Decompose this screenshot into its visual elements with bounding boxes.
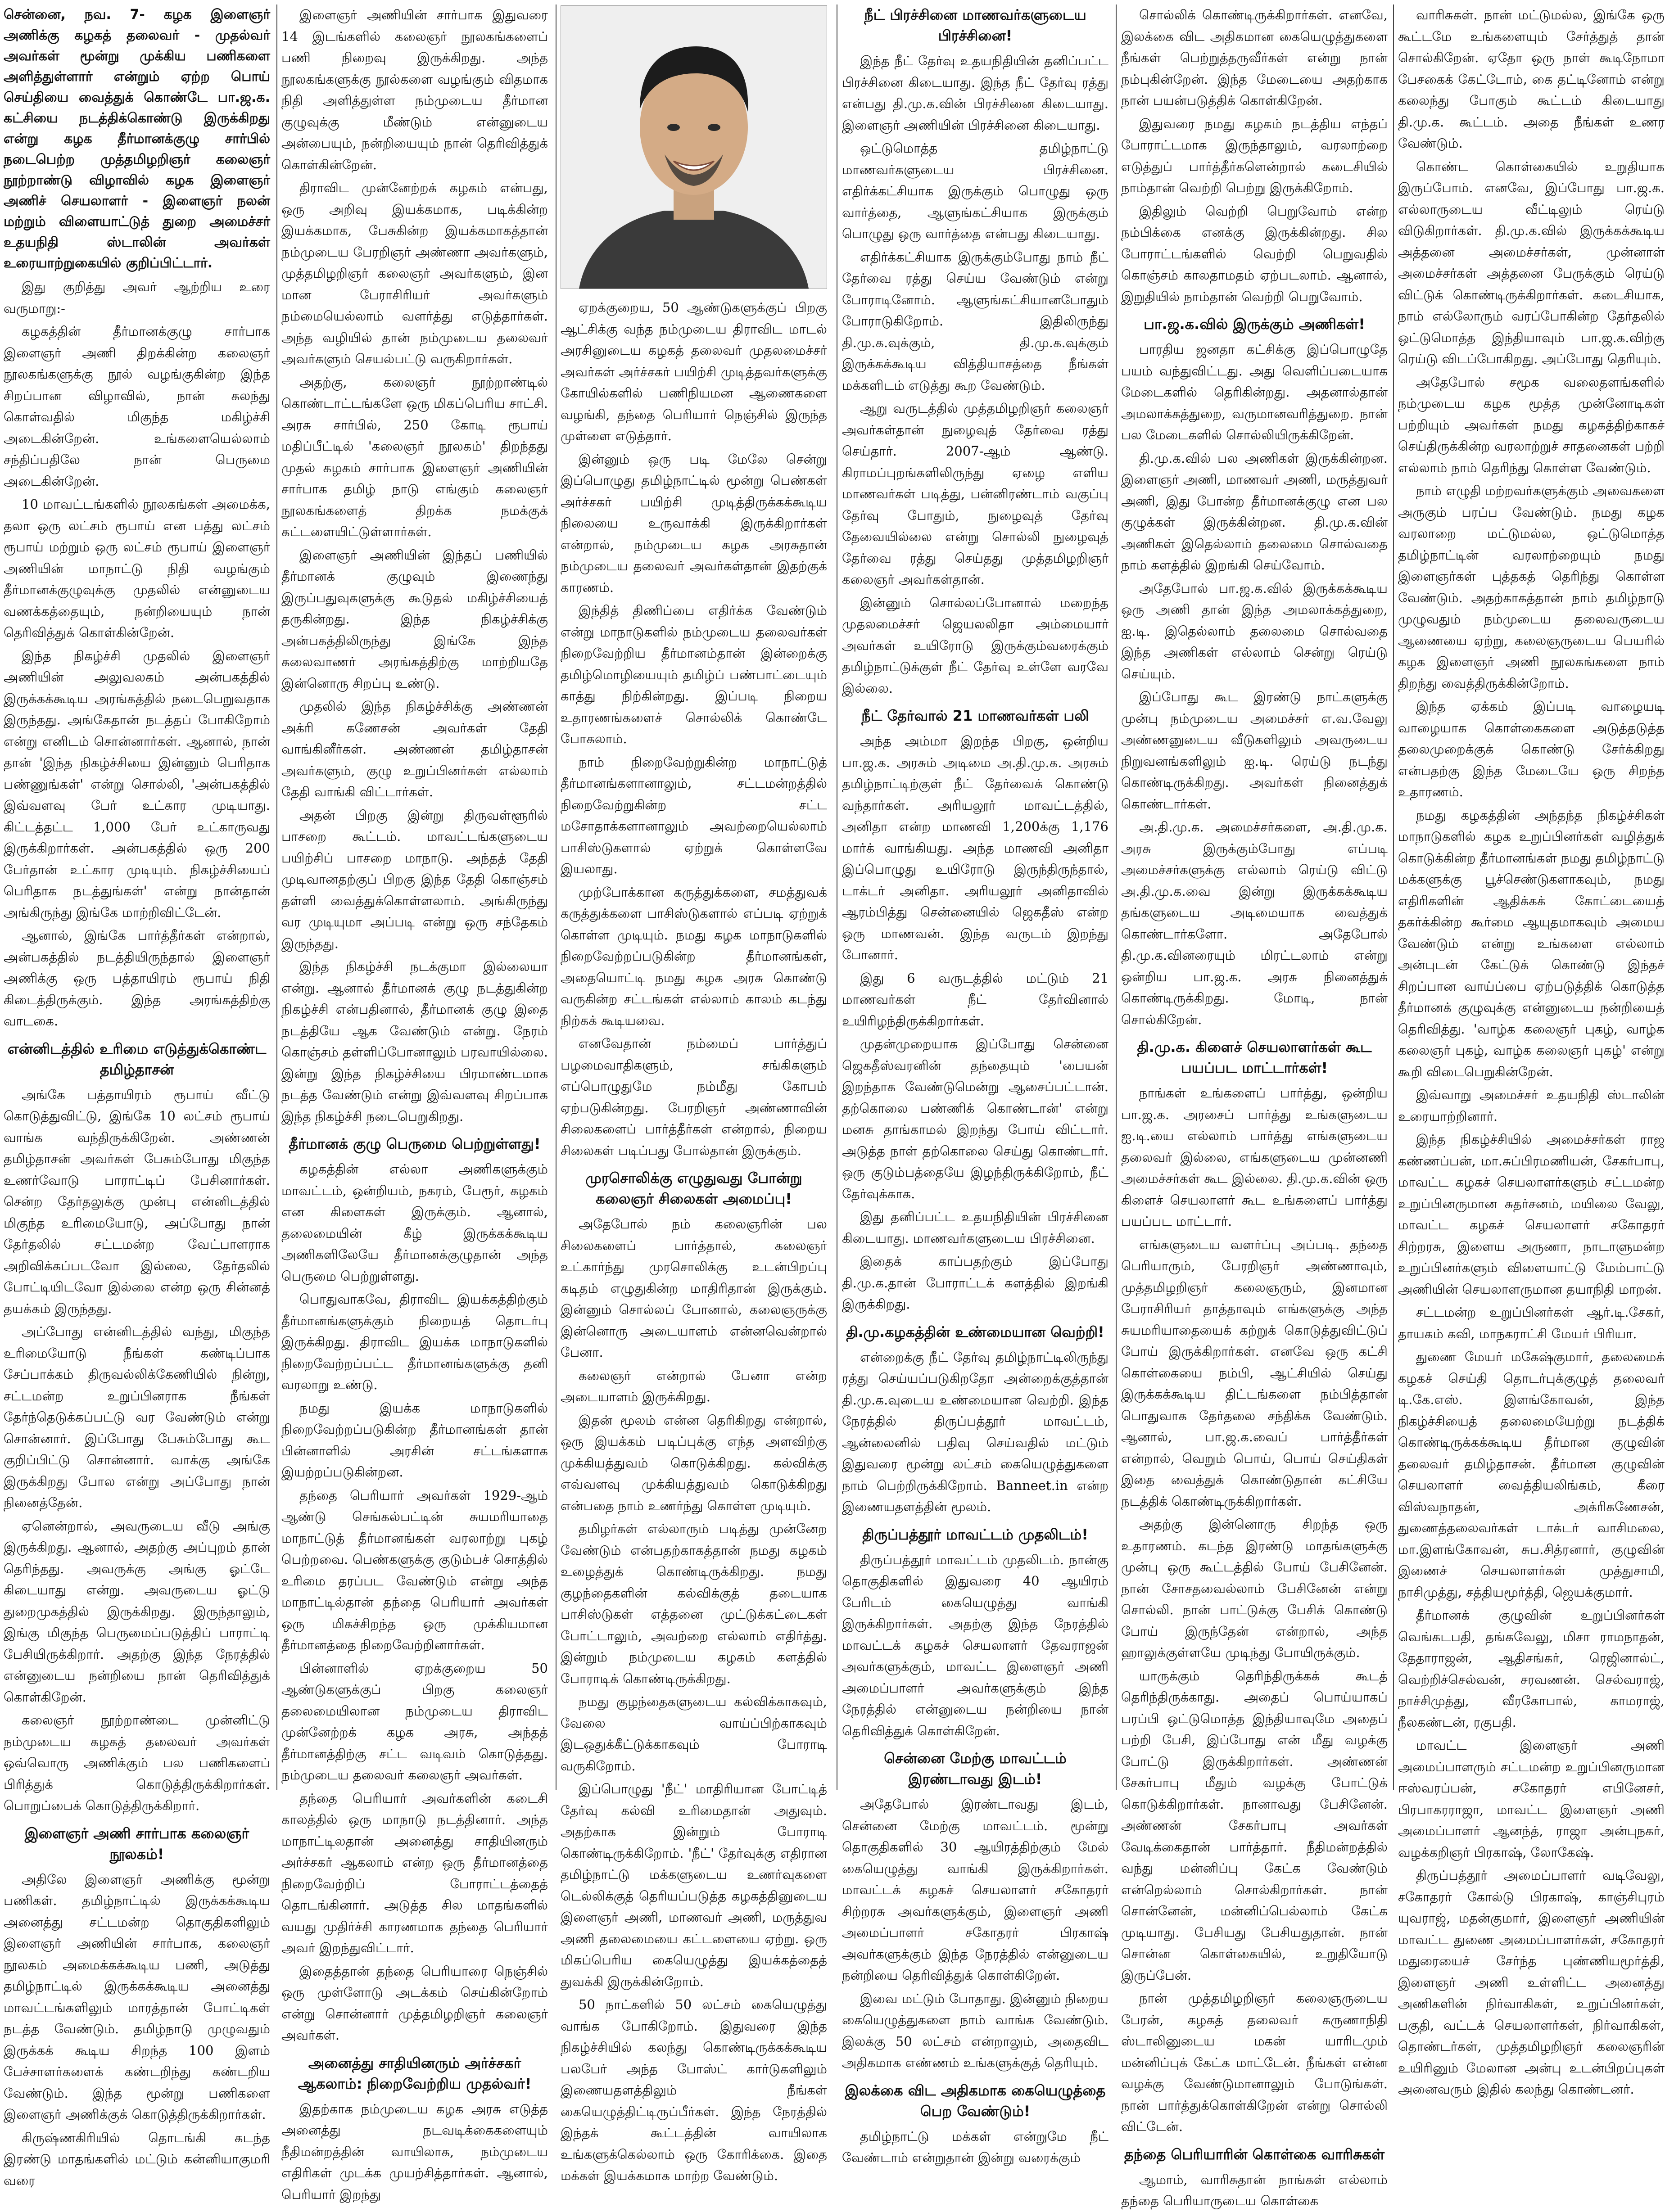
paragraph: அப்போது என்னிடத்தில் வந்து, மிகுந்த உரிமையோடு நீங்கள் கண்டிப்பாக சேப்பாக்கம் திருவல்லிக்கேணியில் நின்று, சட்டமன்ற உறுப்பினராக நீங்கள் தேர்ந்தெடுக்கப்பட்டு வர வேண்டும் என்று சொன்னார். இப்போது பேசும்போது கூட குறிப்பிட்டு சொன்னார். வாக்கு அங்கே இருக்கிறது போல என்று அப்போது நான் நினைத்தேன்.: [4, 1324, 270, 1510]
subheading: இலக்கை விட அதிகமாக கையெழுத்தை பெற வேண்டும்!: [845, 2081, 1106, 2120]
column-rule: [276, 5, 277, 1790]
paragraph: இன்னும் ஒரு படி மேலே சென்று இப்பொழுது தமிழ்நாட்டில் மூன்று பெண்கள் அர்ச்சகர் பயிற்சி முடித்திருக்கக்கூடிய நிலையை உருவாக்கி இருக்கிறார்கள் என்றால், நம்முடைய கழக அரசுதான் நம்முடைய தலைவர் அவர்கள்தான் இதற்குக் காரணம்.: [561, 451, 827, 595]
paragraph: நாங்கள் உங்களைப் பார்த்து, ஒன்றிய பா.ஜ.க. அரசைப் பார்த்து உங்களுடைய ஐ.டி.யை எல்லாம் பார்த்து எங்களுடைய தலைவர் இல்லை, எங்களுடைய முன்னணி அமைச்சர்கள் கூட இல்லை. தி.மு.க.வின் ஒரு கிளைச் செயலாளர் கூட உங்களைப் பார்த்து பயப்பட மாட்டார்.: [1121, 1085, 1388, 1229]
paragraph: 10 மாவட்டங்களில் நூலகங்கள் அமைக்க, தலா ஒரு லட்சம் ரூபாய் என பத்து லட்சம் ரூபாய் மற்றும் ஒரு லட்சம் ரூபாய் இளைஞர் அணியின் மாநாட்டு நிதி வழங்கும் தீர்மானக்குழுவுக்கு முதலில் என்னுடைய வணக்கத்தையும், நன்றியையும் நான் தெரிவித்துக் கொள்கின்றேன்.: [4, 497, 270, 640]
paragraph: சட்டமன்ற உறுப்பினர்கள் ஆர்.டி.சேகர், தாயகம் கவி, மாநகராட்சி மேயர் பிரியா.: [1398, 1305, 1665, 1341]
paragraph: இன்னும் சொல்லப்போனால் மறைந்த முதலமைச்சர் ஜெயலலிதா அம்மையார் அவர்கள் உயிரோடு இருக்கும்வரைக்கும் தமிழ்நாட்டுக்குள் நீட் தேர்வு உள்ளே வரவே இல்லை.: [842, 595, 1108, 696]
paragraph: ஒட்டுமொத்த தமிழ்நாட்டு மாணவர்களுடைய பிரச்சினை. எதிர்க்கட்சியாக இருக்கும் பொழுது ஒரு வார்த்தை, ஆளுங்கட்சியாக இருக்கும் பொழுது ஒரு வார்த்தை என்பது கிடையாது.: [842, 140, 1108, 241]
portrait-illustration: [561, 6, 827, 289]
paragraph: இதைக் காப்பதற்கும் இப்போது தி.மு.க.தான் போராட்டக் களத்தில் இறங்கி இருக்கிறது.: [842, 1254, 1108, 1312]
column-3: [561, 297, 827, 2183]
paragraph: இதைத்தான் தந்தை பெரியாரை நெஞ்சில் ஒரு முள்ளோடு அடக்கம் செய்கின்றோம் என்று சொன்னார் முத்தமிழறிஞர் கலைஞர் அவர்கள்.: [281, 1963, 548, 2043]
paragraph: பின்னாளில் ஏறக்குறைய 50 ஆண்டுகளுக்குப் பிறகு கலைஞர் தலைமையிலான நம்முடைய திராவிட முன்னேற்றக் கழக அரசு, அந்தத் தீர்மானத்திற்கு சட்ட வடிவம் கொடுத்தது. நம்முடைய தலைவர் கலைஞர் அவர்கள்.: [281, 1660, 548, 1783]
paragraph: தீர்மானக் குழுவின் உறுப்பினர்கள் வெங்கடபதி, தங்கவேலு, மிசா ராமநாதன், தேதாராஜன், ஆதிசங்கர், ரெஜினால்ட், வெற்றிச்செல்வன், சரவணன். செல்வராஜ், நாச்சிமுத்து, வீரகோபால், காமராஜ், நீலகண்டன், ரகுபதி.: [1398, 1607, 1665, 1730]
subheading: பா.ஜ.க.வில் இருக்கும் அணிகள்!: [1144, 316, 1365, 333]
paragraph: முதன்முறையாக இப்போது சென்னை ஜெகதீஸ்வரனின் தந்தையும் 'பையன் இறந்தாக வேண்டுமென்று ஆசைப்பட்டான். தற்கொலை பண்ணிக் கொண்டான்' என்று மனசு தாங்காமல் இறந்து போய் விட்டார். அடுத்த நாள் தற்கொலை செய்து கொண்டார். ஒரு குடும்பத்தையே இழந்திருக்கிறோம், நீட் தேர்வுக்காக.: [842, 1036, 1108, 1201]
paragraph: இது தனிப்பட்ட உதயநிதியின் பிரச்சினை கிடையாது. மாணவர்களுடைய பிரச்சினை.: [842, 1209, 1108, 1246]
paragraph: நமது கழகத்தின் அந்தந்த நிகழ்ச்சிகள் மாநாடுகளில் கழக உறுப்பினர்கள் வழித்துக் கொடுக்கின்ற தீர்மானங்கள் நமது தமிழ்நாட்டு மக்களுக்கு பூச்செண்டுகளாகவும், நமது எதிரிகளின் ஆதிக்கக் கோட்டையைத் தகர்க்கின்ற கூர்மை ஆயுதமாகவும் அமைய வேண்டும் என்று உங்களை எல்லாம் அன்புடன் கேட்டுக் கொண்டு இந்தச் சிறப்பான வாய்ப்பை ஏற்படுத்திக் கொடுத்த தீர்மானக் குழுவுக்கு என்னுடைய நன்றியைத் தெரிவித்து. 'வாழ்க கலைஞர் புகழ், வாழ்க கலைஞர் புகழ், வாழ்க கலைஞர் புகழ்' என்று கூறி விடைபெறுகின்றேன்.: [1398, 807, 1665, 1079]
subheading: அனைத்து சாதியினரும் அர்ச்சகர் ஆகலாம்: நிறைவேற்றிய முதல்வர்!: [298, 2054, 532, 2092]
paragraph: பாரதிய ஜனதா கட்சிக்கு இப்பொழுதே பயம் வந்துவிட்டது. அது வெளிப்படையாக மேடைகளில் தெரிகின்றது. அதனால்தான் அமலாக்கத்துறை, வருமானவரித்துறை. நான் பல மேடைகளில் சொல்லியிருக்கிறேன்.: [1121, 342, 1388, 442]
column-6: [1398, 5, 1665, 2097]
paragraph: நான் முத்தமிழறிஞர் கலைஞருடைய பேரன், கழகத் தலைவர் கருணாநிதி ஸ்டாலினுடைய மகன் யாரிடமும் மன்னிப்புக் கேட்க மாட்டேன். நீங்கள் என்ன வழக்கு வேண்டுமானாலும் போடுங்கள். நான் பார்த்துக்கொள்கிறேன் என்று சொல்லி விட்டேன்.: [1121, 1991, 1388, 2134]
paragraph: ஆறு வருடத்தில் முத்தமிழறிஞர் கலைஞர் அவர்கள்தான் நுழைவுத் தேர்வை ரத்து செய்தார். 2007-ஆம் ஆண்டு. கிராமப்புறங்களிலிருந்து ஏழை எளிய மாணவர்கள் படித்து, பன்னிரண்டாம் வகுப்பு தேர்வு போதும், நுழைவுத் தேர்வு தேவையில்லை என்று சொல்லி நுழைவுத் தேர்வை ரத்து செய்தது முத்தமிழறிஞர் கலைஞர் அவர்கள்தான்.: [842, 401, 1108, 587]
subheading: தீர்மானக் குழு பெருமை பெற்றுள்ளது!: [289, 1135, 541, 1152]
subheading: என்னிடத்தில் உரிமை எடுத்துக்கொண்ட தமிழ்தாசன்: [7, 1040, 267, 1078]
subheading: நீட் பிரச்சினை மாணவர்களுடைய பிரச்சினை!: [864, 6, 1086, 44]
paragraph: இதற்காக நம்முடைய கழக அரசு எடுத்த அனைத்து நடவடிக்கைகளையும் நீதிமன்றத்தின் வாயிலாக, நம்முடைய எதிரிகள் முடக்க முயற்சித்தார்கள். ஆனால், பெரியார் இறந்து: [281, 2101, 548, 2202]
paragraph: இந்த நிகழ்ச்சி முதலில் இளைஞர் அணியின் அலுவலகம் அன்பகத்தில் இருக்கக்கூடிய அரங்கத்தில் நடைபெறுவதாக இருந்தது. அங்கேதான் நடத்தப் போகிறோம் என்று எனிடம் சொன்னார்கள். ஆனால், நான் தான் 'இந்த நிகழ்ச்சியை இன்னும் பெரிதாக பண்ணுங்கள்' என்று சொல்லி, 'அன்பகத்தில் இவ்வளவு பேர் உட்கார முடியாது. கிட்டத்தட்ட 1,000 பேர் உட்காருவது இருக்கிறார்கள். அன்பகத்தில் ஒரு 200 பேர்தான் உட்கார முடியும். நிகழ்ச்சியைப் பெரிதாக நடத்துங்கள்' என்று நான்தான் அங்கிருந்து இங்கே மாற்றிவிட்டேன்.: [4, 648, 270, 920]
paragraph: கழகத்தின் தீர்மானக்குழு சார்பாக இளைஞர் அணி திறக்கின்ற கலைஞர் நூலகங்களுக்கு நூல் வழங்குகின்ற இந்த சிறப்பான விழாவில், நான் கலந்து கொள்வதில் மிகுந்த மகிழ்ச்சி அடைகின்றேன். உங்களையெல்லாம் சந்திப்பதிலே நான் பெருமை அடைகின்றேன்.: [4, 324, 270, 489]
paragraph: இப்பொழுது 'நீட்' மாதிரியான போட்டித் தேர்வு கல்வி உரிமைதான் அதுவும். அதற்காக இன்றும் போராடி கொண்டிருக்கிறோம். 'நீட்' தேர்வுக்கு எதிரான தமிழ்நாட்டு மக்களுடைய உணர்வுகளை டெல்லிக்குத் தெரியப்படுத்த கழகத்தினுடைய இளைஞர் அணி, மாணவர் அணி, மருத்துவ அணி தலைமையை கட்டளையை ஏற்று. ஒரு மிகப்பெரிய கையெழுத்து இயக்கத்தைத் துவக்கி இருக்கின்றோம்.: [561, 1781, 827, 1989]
paragraph: ஏனென்றால், அவருடைய வீடு அங்கு இருக்கிறது. ஆனால், அதற்கு அப்புறம் தான் தெரிந்தது. அவருக்கு அங்கு ஓட்டே கிடையாது என்று. அவருடைய ஓட்டு துறைமுகத்தில் இருக்கிறது. இருந்தாலும், இங்கு மிகுந்த பெருமைப்படுத்திப் பாராட்டி பேசியிருக்கிறார். அதற்கு இந்த நேரத்தில் என்னுடைய நன்றியை நான் தெரிவித்துக் கொள்கிறேன்.: [4, 1518, 270, 1705]
paragraph: கலைஞர் நூற்றாண்டை முன்னிட்டு நம்முடைய கழகத் தலைவர் அவர்கள் ஒவ்வொரு அணிக்கும் பல பணிகளைப் பிரித்துக் கொடுத்திருக்கிறார்கள். பொறுப்பைக் கொடுத்திருக்கிறார்.: [4, 1712, 270, 1813]
paragraph: கழகத்தின் எல்லா அணிகளுக்கும் மாவட்டம், ஒன்றியம், நகரம், பேரூர், கழகம் என கிளைகள் இருக்கும். ஆனால், தலைமையின் கீழ் இருக்கக்கூடிய அணிகளிலேயே தீர்மானக்குழுதான் அந்த பெருமை பெற்றுள்ளது.: [281, 1161, 548, 1284]
paragraph: இந்தித் திணிப்பை எதிர்க்க வேண்டும் என்று மாநாடுகளில் நம்முடைய தலைவர்கள் நிறைவேற்றிய தீர்மானம்தான் இன்றைக்கு தமிழ்மொழியையும் தமிழ்ப் பண்பாட்டையும் காத்து நிற்கின்றது. இப்படி நிறைய உதாரணங்களைச் சொல்லிக் கொண்டே போகலாம்.: [561, 603, 827, 746]
paragraph: தமிழ்நாட்டு மக்கள் என்றுமே நீட் வேண்டாம் என்றுதான் இன்று வரைக்கும்: [842, 2128, 1108, 2165]
column-rule: [1393, 5, 1394, 1790]
paragraph: இவை மட்டும் போதாது. இன்னும் நிறைய கையெழுத்துகளை நாம் வாங்க வேண்டும். இலக்கு 50 லட்சம் என்றாலும், அதைவிட அதிகமாக எண்ணம் உங்களுக்குத் தெரியும்.: [842, 1991, 1108, 2070]
paragraph: கிருஷ்ணகிரியில் தொடங்கி கடந்த இரண்டு மாதங்களில் மட்டும் கன்னியாகுமரி வரை: [4, 2130, 270, 2188]
paragraph: எங்களுடைய வளர்ப்பு அப்படி. தந்தை பெரியாரும், பேரறிஞர் அண்ணாவும், முத்தமிழறிஞர் கலைஞரும், இனமான பேராசிரியர் தாத்தாவும் எங்களுக்கு அந்த சுயமரியாதையைக் கற்றுக் கொடுத்துவிட்டுப் போய் இருக்கிறார்கள். எனவே ஒரு கட்சி கொள்கையை நம்பி, ஆட்சியில் செய்து இருக்கக்கூடிய திட்டங்களை நம்பித்தான் பொதுவாக தேர்தலை சந்திக்க வேண்டும். ஆனால், பா.ஜ.க.வைப் பார்த்தீர்கள் என்றால், வெறும் பொய், பொய் செய்திகள் இதை வைத்துக் கொண்டுதான் கட்சியே நடத்திக் கொண்டிருக்கிறார்கள்.: [1121, 1237, 1388, 1509]
paragraph: அதற்கு இன்னொரு சிறந்த ஒரு உதாரணம். கடந்த இரண்டு மாதங்களுக்கு முன்பு ஒரு கூட்டத்தில் போய் பேசினேன். நான் சோசதவைல்லாம் பேசினேன் என்று சொல்லி. நான் பாட்டுக்கு பேசிக் கொண்டு போய் இருந்தேன் என்றால், அந்த ஹாலுக்குள்ளயே முடிந்து போயிருக்கும்.: [1121, 1517, 1388, 1660]
subheading: முரசொலிக்கு எழுதுவது போன்று கலைஞர் சிலைகள் அமைப்பு!: [585, 1169, 802, 1207]
paragraph: ஆனால், இங்கே பார்த்தீர்கள் என்றால், அன்பகத்தில் நடத்தியிருந்தால் இளைஞர் அணிக்கு ஒரு பத்தாயிரம் ரூபாய் நிதி கிடைத்திருக்கும். இந்த அரங்கத்திற்கு வாடகை.: [4, 928, 270, 1029]
paragraph: இதன் மூலம் என்ன தெரிகிறது என்றால், ஒரு இயக்கம் படிப்புக்கு எந்த அளவிற்கு முக்கியத்துவம் கொடுக்கிறது. கல்விக்கு எவ்வளவு முக்கியத்துவம் கொடுக்கிறது என்பதை நாம் உணர்ந்து கொள்ள முடியும்.: [561, 1412, 827, 1513]
paragraph: துணை மேயர் மகேஷ்குமார், தலைமைக் கழகச் செய்தி தொடர்புக்குழுத் தலைவர் டி.கே.எஸ். இளங்கோவன், இந்த நிகழ்ச்சியைத் தலைமையேற்று நடத்திக் கொண்டிருக்கக்கூடிய தீர்மான குழுவின் தலைவர் தமிழ்தாசன். தீர்மான குழுவின் செயலாளர் வைத்தியலிங்கம், கீரை விஸ்வநாதன், அக்ரிகணேசன், துணைத்தலைவர்கள் டாக்டர் வாசிமலை, மா.இளங்கோவன், சுப.சித்ரனார், குழுவின் இணைச் செயலாளர்கள் முத்துசாமி, நாசிமுத்து, சத்தியமூர்த்தி, ஜெயக்குமார்.: [1398, 1349, 1665, 1600]
paragraph: பொதுவாகவே, திராவிட இயக்கத்திற்கும் தீர்மானங்களுக்கும் நிறையத் தொடர்பு இருக்கிறது. திராவிட இயக்க மாநாடுகளில் நிறைவேற்றப்பட்ட தீர்மானங்களுக்கு தனி வரலாறு உண்டு.: [281, 1291, 548, 1392]
subheading: நீட் தேர்வால் 21 மாணவர்கள் பலி: [861, 707, 1089, 724]
paragraph: இந்த ஏக்கம் இப்படி வாழையடி வாழையாக கொள்கைகளை அடுத்தடுத்த தலைமுறைக்குக் கொண்டு சேர்க்கிறது என்பதற்கு இந்த மேடையே ஒரு சிறந்த உதாரணம்.: [1398, 699, 1665, 799]
paragraph: இந்த நீட் தேர்வு உதயநிதியின் தனிப்பட்ட பிரச்சினை கிடையாது. இந்த நீட் தேர்வு ரத்து என்பது தி.மு.க.வின் பிரச்சினை கிடையாது. இளைஞர் அணியின் பிரச்சினை கிடையாது.: [842, 53, 1108, 133]
subheading: தி.மு.க. கிளைச் செயலாளர்கள் கூட பயப்பட மாட்டார்கள்!: [1137, 1038, 1372, 1076]
paragraph: நாம் நிறைவேற்றுகின்ற மாநாட்டுத் தீர்மானங்களானாலும், சட்டமன்றத்தில் நிறைவேற்றுகின்ற சட்ட மசோதாக்களானாலும் அவற்றையெல்லாம் பாசிஸ்டுகளால் ஏற்றுக் கொள்ளவே இயலாது.: [561, 754, 827, 876]
paragraph: முதலில் இந்த நிகழ்ச்சிக்கு அண்ணன் அக்ரி கணேசன் அவர்கள் தேதி வாங்கினீர்கள். அண்ணன் தமிழ்தாசன் அவர்களும், குழு உறுப்பினர்கள் எல்லாம் தேதி வாங்கி விட்டார்கள்.: [281, 699, 548, 799]
paragraph: அதேபோல் சமூக வலைதளங்களில் நம்முடைய கழக மூத்த முன்னோடிகள் பற்றியும் அவர்கள் நமது கழகத்திற்காகச் செய்திருக்கின்ற வரலாற்றுச் சாதனைகள் பற்றி எல்லாம் நாம் தெரிந்து கொள்ள வேண்டும்.: [1398, 374, 1665, 475]
paragraph: முற்போக்கான கருத்துக்களை, சமத்துவக் கருத்துக்களை பாசிஸ்டுகளால் எப்படி ஏற்றுக் கொள்ள முடியும். நமது கழக மாநாடுகளில் நிறைவேற்றப்படுகின்ற தீர்மானங்கள், அதையொட்டி நமது கழக அரசு கொண்டு வருகின்ற சட்டங்கள் எல்லாம் காலம் கடந்து நிற்கக் கூடியவை.: [561, 884, 827, 1028]
paragraph: அங்கே பத்தாயிரம் ரூபாய் வீட்டு கொடுத்துவிட்டு, இங்கே 10 லட்சம் ரூபாய் வாங்க வந்திருக்கிறேன். அண்ணன் தமிழ்தாசன் அவர்கள் பேசும்போது மிகுந்த உணர்வோடு பாராட்டிப் பேசினார்கள். சென்ற தேர்தலுக்கு முன்பு என்னிடத்தில் மிகுந்த உரிமையோடு, அப்போது நான் தேர்தலில் சட்டமன்ற வேட்பாளராக அறிவிக்கப்படவோ இல்லை, தேர்தலில் போட்டியிடவோ இல்லை என்ற ஒரு சின்னத் தயக்கம் இருந்தது.: [4, 1087, 270, 1316]
paragraph: அதேபோல் பா.ஜ.க.வில் இருக்கக்கூடிய ஒரு அணி தான் இந்த அமலாக்கத்துறை, ஐ.டி. இதெல்லாம் தலைமை சொல்வதை இந்த அணிகள் எல்லாம் சென்று ரெய்டு செய்யும்.: [1121, 580, 1388, 682]
paragraph: கலைஞர் என்றால் பேனா என்ற அடையாளம் இருக்கிறது.: [561, 1368, 827, 1404]
paragraph: வாரிசுகள். நான் மட்டுமல்ல, இங்கே ஒரு கூட்டமே உங்களையும் சேர்த்துத் தான் சொல்கிறேன். ஏதோ ஒரு நாள் கூடிநோமா பேசகைக் கேட்டோம், கை தட்டினோம் என்று கலைந்து போகும் கூட்டம் கிடையாது தி.மு.க. கூட்டம். அதை நீங்கள் உணர வேண்டும்.: [1398, 7, 1665, 151]
column-5: [1121, 5, 1388, 2208]
paragraph: திருப்பத்தூர் மாவட்டம் முதலிடம். நான்கு தொகுதிகளில் இதுவரை 40 ஆயிரம் பேரிடம் கையெழுத்து வாங்கி இருக்கிறார்கள். அதற்கு இந்த நேரத்தில் மாவட்டக் கழகச் செயலாளர் தேவராஜன் அவர்களுக்கும், மாவட்ட இளைஞர் அணி அமைப்பாளர் அவர்களுக்கும் இந்த நேரத்தில் என்னுடைய நன்றியை நான் தெரிவித்துக் கொள்கிறேன்.: [842, 1552, 1108, 1738]
paragraph: ஏறக்குறைய, 50 ஆண்டுகளுக்குப் பிறகு ஆட்சிக்கு வந்த நம்முடைய திராவிட மாடல் அரசினுடைய கழகத் தலைவர் முதலமைச்சர் அவர்கள் அர்ச்சகர் பயிற்சி முடித்தவர்களுக்கு கோயில்களில் பணிநியமன ஆணைகளை வழங்கி, தந்தை பெரியார் நெஞ்சில் இருந்த முள்ளை எடுத்தார்.: [561, 300, 827, 443]
paragraph: அ.தி.மு.க. அமைச்சர்களை, அ.தி.மு.க. அரசு இருக்கும்போது எப்படி அமைச்சர்களுக்கு எல்லாம் ரெய்டு விட்டு அ.தி.மு.க.வை இன்று இருக்கக்கூடிய தங்களுடைய அடிமையாக வைத்துக் கொண்டார்களோ. அதேபோல் தி.மு.க.வினரையும் மிரட்டலாம் என்று ஒன்றிய பா.ஜ.க. அரசு நினைத்துக் கொண்டிருக்கிறது. மோடி, நான் சொல்கிறேன்.: [1121, 819, 1388, 1027]
portrait-photo: [561, 5, 827, 289]
paragraph: என்றைக்கு நீட் தேர்வு தமிழ்நாட்டிலிருந்து ரத்து செய்யப்படுகிறதோ அன்றைக்குத்தான் தி.மு.க.வுடைய உண்மையான வெற்றி. இந்த நேரத்தில் திருப்பத்தூர் மாவட்டம், ஆன்லைனில் பதிவு செய்வதில் மட்டும் இதுவரை மூன்று லட்சம் கையெழுத்துகளை நாம் பெற்றிருக்கிறோம். Banneet.in என்ற இணையதளத்தின் மூலம்.: [842, 1349, 1108, 1514]
subheading: திருப்பத்தூர் மாவட்டம் முதலிடம்!: [862, 1526, 1088, 1543]
column-rule: [556, 5, 557, 1790]
paragraph: நமது இயக்க மாநாடுகளில் நிறைவேற்றப்படுகின்ற தீர்மானங்கள் தான் பின்னாளில் அரசின் சட்டங்களாக இயற்றப்படுகின்றன.: [281, 1400, 548, 1480]
subheading: இளைஞர் அணி சார்பாக கலைஞர் நூலகம்!: [24, 1824, 249, 1863]
subheading: சென்னை மேற்கு மாவட்டம் இரண்டாவது இடம்!: [884, 1750, 1067, 1788]
paragraph: நாம் எழுதி மற்றவர்களுக்கும் அவைகளை அருகும் பரப்ப வேண்டும். நமது கழக வரலாறை மட்டுமல்ல, ஒட்டுமொத்த தமிழ்நாட்டின் வரலாற்றையும் நமது இளைஞர்கள் புத்தகத் தெரிந்து கொள்ள வேண்டும். அதற்காகத்தான் நாம் தமிழ்நாடு முழுவதும் நம்முடைய தலைவருடைய ஆணையை ஏற்று, கலைஞருடைய பெயரில் கழக இளைஞர் அணி நூலகங்களை நாம் திறந்து வைத்திருக்கின்றோம்.: [1398, 483, 1665, 691]
paragraph: இது 6 வருடத்தில் மட்டும் 21 மாணவர்கள் நீட் தேர்வினால் உயிரிழந்திருக்கிறார்கள்.: [842, 970, 1108, 1029]
paragraph: தந்தை பெரியார் அவர்களின் கடைசி காலத்தில் ஒரு மாநாடு நடத்தினார். அந்த மாநாட்டிலதான் அனைத்து சாதியினரும் அர்ச்சகர் ஆகலாம் என்ற ஒரு தீர்மானத்தை நிறைவேற்றிப் போராட்டத்தைத் தொடங்கினார். அடுத்த சில மாதங்களில் வயது முதிர்ச்சி காரணமாக தந்தை பெரியார் அவர் இறந்துவிட்டார்.: [281, 1790, 548, 1955]
paragraph: இப்போது கூட இரண்டு நாட்களுக்கு முன்பு நம்முடைய அமைச்சர் எ.வ.வேலு அண்ணனுடைய வீடுகளிலும் அவருடைய நிறுவனங்களிலும் ஐ.டி. ரெய்டு நடந்து கொண்டிருக்கிறது. அவர்கள் நினைத்துக் கொண்டார்கள்.: [1121, 689, 1388, 812]
paragraph: 50 நாட்களில் 50 லட்சம் கையெழுத்து வாங்க போகிறோம். இதுவரை இந்த நிகழ்ச்சியில் கலந்து கொண்டிருக்கக்கூடிய பலபேர் அந்த போஸ்ட் கார்டுகளிலும் இணையதளத்திலும் நீங்கள் கையெழுத்திட்டிருப்பீர்கள். இந்த நேரத்தில் இந்தக் கூட்டத்தின் வாயிலாக உங்களுக்கெல்லாம் ஒரு கோரிக்கை. இதை மக்கள் இயக்கமாக மாற்ற வேண்டும்.: [561, 1997, 827, 2183]
paragraph: சொல்லிக் கொண்டிருக்கிறார்கள். எனவே, இலக்கை விட அதிகமான கையெழுத்துகளை நீங்கள் பெற்றுத்தருவீர்கள் என்று நான் நம்புகின்றேன். இந்த மேடையை அதற்காக நான் பயன்படுத்திக் கொள்கிறேன்.: [1121, 7, 1388, 108]
paragraph: அதேபோல் இரண்டாவது இடம், சென்னை மேற்கு மாவட்டம். மூன்று தொகுதிகளில் 30 ஆயிரத்திற்கும் மேல் கையெழுத்து வாங்கி இருக்கிறார்கள். மாவட்டக் கழகச் செயலாளர் சகோதரர் சிற்றரசு அவர்களுக்கும், இளைஞர் அணி அமைப்பாளர் சகோதரர் பிரகாஷ் அவர்களுக்கும் இந்த நேரத்தில் என்னுடைய நன்றியை தெரிவித்துக் கொள்கிறேன்.: [842, 1797, 1108, 1983]
paragraph: இளைஞர் அணியின் இந்தப் பணியில் தீர்மானக் குழுவும் இணைந்து இருப்பதுவுகளுக்கு கூடுதல் மகிழ்ச்சியைத் தருகின்றது. இந்த நிகழ்ச்சிக்கு அன்பகத்திலிருந்து இங்கே இந்த கலைவாணர் அரங்கத்திற்கு மாற்றியதே இன்னொரு சிறப்பு உண்டு.: [281, 547, 548, 691]
paragraph: நமது குழந்தைகளுடைய கல்விக்காகவும், வேலை வாய்ப்பிற்காகவும் இடஒதுக்கீட்டுக்காகவும் போராடி வருகிறோம்.: [561, 1694, 827, 1774]
column-1: [4, 5, 270, 2188]
paragraph: ஆமாம், வாரிசுதான் நாங்கள் எல்லாம் தந்தை பெரியாருடைய கொள்கை: [1121, 2171, 1388, 2208]
column-rule: [1116, 5, 1117, 1790]
paragraph: மாவட்ட இளைஞர் அணி அமைப்பாளரும் சட்டமன்ற உறுப்பினருமான ஈஸ்வரப்பன், சகோதரர் எபினேசர், பிரபாகரராஜா, மாவட்ட இளைஞர் அணி அமைப்பாளர் ஆனந்த், ராஜா அன்புநகர், வழக்கறிஞர் பிரகாஷ், லோகேஷ்.: [1398, 1738, 1665, 1860]
column-2: [281, 5, 548, 2202]
paragraph: அந்த அம்மா இறந்த பிறகு, ஒன்றிய பா.ஜ.க. அரசும் அடிமை அ.தி.மு.க. அரசும் தமிழ்நாட்டிற்குள் நீட் தேர்வைக் கொண்டு வந்தார்கள். அரியலூர் மாவட்டத்தில், அனிதா என்ற மாணவி 1,200க்கு 1,176 மார்க் வாங்கியது. அந்த மாணவி அனிதா இப்பொழுது உயிரோடு இருந்திருந்தால், டாக்டர் அனிதா. அரியலூர் அனிதாவில் ஆரம்பித்து சென்னையில் ஜெகதீஸ் என்ற ஒரு மாணவன். இந்த வருடம் இறந்து போனார்.: [842, 733, 1108, 962]
paragraph: தி.மு.க.வில் பல அணிகள் இருக்கின்றன. இளைஞர் அணி, மாணவர் அணி, மருத்துவர் அணி, இது போன்ற தீர்மானக்குழு என பல குழுக்கள் இருக்கின்றன. தி.மு.க.வின் அணிகள் இதெல்லாம் தலைமை சொல்வதை நாம் களத்தில் இறங்கி செய்வோம்.: [1121, 450, 1388, 573]
paragraph: இந்த நிகழ்ச்சி நடக்குமா இல்லையா என்று. ஆனால் தீர்மானக் குழு நடத்துகின்ற நிகழ்ச்சி என்பதினால், தீர்மானக் குழு இதை நடத்தியே ஆக வேண்டும் என்று. நேரம் கொஞ்சம் தள்ளிப்போனாலும் பரவாயில்லை. இன்று இந்த நிகழ்ச்சியை பிரமாண்டமாக நடத்த வேண்டும் என்று இவ்வளவு சிறப்பாக இந்த நிகழ்ச்சி நடைபெறுகிறது.: [281, 959, 548, 1124]
paragraph: அதற்கு, கலைஞர் நூற்றாண்டில் கொண்டாட்டங்களே ஒரு மிகப்பெரிய சாட்சி. அரசு சார்பில், 250 கோடி ரூபாய் மதிப்பீட்டில் 'கலைஞர் நூலகம்' திறந்தது முதல் கழகம் சார்பாக இளைஞர் அணியின் சார்பாக தமிழ் நாடு எங்கும் கலைஞர் நூலகங்களைத் திறக்க நமக்குக் கட்டளையிட்டுள்ளார்கள்.: [281, 374, 548, 539]
paragraph: எதிர்க்கட்சியாக இருக்கும்போது நாம் நீட் தேர்வை ரத்து செய்ய வேண்டும் என்று போராடினோம். ஆளுங்கட்சியானபோதும் போராடுகிறோம். இதிலிருந்து தி.மு.க.வுக்கும், தி.மு.க.வுக்கும் இருக்கக்கூடிய வித்தியாசத்தை நீங்கள் மக்களிடம் எடுத்து கூற வேண்டும்.: [842, 249, 1108, 393]
paragraph: திராவிட முன்னேற்றக் கழகம் என்பது, ஒரு அறிவு இயக்கமாக, படிக்கின்ற இயக்கமாக, பேசுகின்ற இயக்கமாகத்தான் நம்முடைய பேரறிஞர் அண்ணா அவர்களும், முத்தமிழறிஞர் கலைஞர் அவர்களும், இன மான பேராசிரியர் அவர்களும் நம்மையெல்லாம் வளர்த்து எடுத்தார்கள். அந்த வழியில் தான் நம்முடைய தலைவர் அவர்களும் செயல்பட்டு வருகிறார்கள்.: [281, 180, 548, 366]
subheading: தி.மு.கழகத்தின் உண்மையான வெற்றி!: [846, 1323, 1104, 1341]
paragraph: இவ்வாறு அமைச்சர் உதயநிதி ஸ்டாலின் உரையாற்றினார்.: [1398, 1087, 1665, 1124]
paragraph: இந்த நிகழ்ச்சியில் அமைச்சர்கள் ராஜ கண்ணப்பன், மா.சுப்பிரமணியன், சேகர்பாபு, மாவட்ட கழகச் செயலாளர்களும் சட்டமன்ற உறுப்பினருமான சுதர்சனம், மயிலை வேலு, மாவட்ட கழகச் செயலாளர் சகோதரர் சிற்றரசு, இளைய அருணா, நாடாளுமன்ற உறுப்பினர்களும் விளையாட்டு மேம்பாட்டு அணியின் செயலாளருமான தயாநிதி மாறன்.: [1398, 1132, 1665, 1297]
paragraph: அதன் பிறகு இன்று திருவள்ளூரில் பாசறை கூட்டம். மாவட்டங்களுடைய பயிற்சிப் பாசறை மாநாடு. அந்தத் தேதி முடிவானதற்குப் பிறகு இந்த தேதி கொஞ்சம் தள்ளி வைத்துக்கொள்ளலாம். அங்கிருந்து வர முடியுமா அப்படி என்று ஒரு சந்தேகம் இருந்தது.: [281, 807, 548, 951]
lede-paragraph: சென்னை, நவ. 7- கழக இளைஞர் அணிக்கு கழகத் தலைவர் - முதல்வர் அவர்கள் மூன்று முக்கிய பணிகளை அளித்துள்ளார் என்றும் ஏற்ற பொய் செய்தியை வைத்துக் கொண்டே பா.ஜ.க. கட்சியை நடத்திக்கொண்டு இருக்கிறது என்று கழக தீர்மானக்குழு சார்பில் நடைபெற்ற முத்தமிழறிஞர் கலைஞர் நூற்றாண்டு விழாவில் கழக இளைஞர் அணிச் செயலாளர் - இளைஞர் நலன் மற்றும் விளையாட்டுத் துறை அமைச்சர் உதயநிதி ஸ்டாலின் அவர்கள் உரையாற்றுகையில் குறிப்பிட்டார்.: [4, 7, 270, 271]
paragraph: இளைஞர் அணியின் சார்பாக இதுவரை 14 இடங்களில் கலைஞர் நூலகங்களைப் பணி நிறைவு இருக்கிறது. அந்த நூலகங்களுக்கு நூல்களை வழங்கும் விதமாக நிதி அளித்துள்ள நம்முடைய தீர்மான குழுவுக்கு மீண்டும் என்னுடைய அன்பையும், நன்றியையும் நான் தெரிவித்துக் கொள்கின்றேன்.: [281, 7, 548, 172]
paragraph: இது குறித்து அவர் ஆற்றிய உரை வருமாறு:-: [4, 279, 270, 316]
paragraph: தமிழர்கள் எல்லாரும் படித்து முன்னேற வேண்டும் என்பதற்காகத்தான் நமது கழகம் உழைத்துக் கொண்டிருக்கிறது. நமது குழந்தைகளின் கல்விக்குத் தடையாக பாசிஸ்டுகள் எத்தனை முட்டுக்கட்டைகள் போட்டாலும், அவற்றை எல்லாம் எதிர்த்து. இன்றும் நம்முடைய கழகம் களத்தில் போராடிக் கொண்டிருக்கிறது.: [561, 1521, 827, 1686]
paragraph: இதிலும் வெற்றி பெறுவோம் என்ற நம்பிக்கை எனக்கு இருக்கின்றது. சில போராட்டங்களில் வெற்றி பெறுவதில் கொஞ்சம் காலதாமதம் ஏற்படலாம். ஆனால், இறுதியில் நாம்தான் வெற்றி பெறுவோம்.: [1121, 203, 1388, 304]
paragraph: இதுவரை நமது கழகம் நடத்திய எந்தப் போராட்டமாக இருந்தாலும், வரலாற்றை எடுத்துப் பார்த்தீர்களென்றால் கடைசியில் நாம்தான் வெற்றி பெற்று இருக்கிறோம்.: [1121, 116, 1388, 195]
column-4: [842, 5, 1108, 2165]
paragraph: கொண்ட கொள்கையில் உறுதியாக இருப்போம். எனவே, இப்போது பா.ஜ.க. எல்லாருடைய வீட்டிலும் ரெய்டு விடுகிறார்கள். தி.மு.க.வில் இருக்கக்கூடிய அத்தனை அமைச்சர்கள், முன்னாள் அமைச்சர்கள் அத்தனை பேருக்கும் ரெய்டு விட்டுக் கொண்டிருக்கிறார்கள். கடைசியாக, நாம் எல்லோரும் வரப்போகின்ற தேர்தலில் ஒட்டுமொத்த இந்தியாவும் பா.ஜ.க.விற்கு ரெய்டு விடப்போகிறது. அப்போது தெரியும்.: [1398, 158, 1665, 366]
paragraph: திருப்பத்தூர் அமைப்பாளர் வடிவேலு, சகோதரர் கோல்டு பிரகாஷ், காஞ்சிபுரம் யுவராஜ், மதன்குமார், இளைஞர் அணியின் மாவட்ட துணை அமைப்பாளர்கள், சகோதரர் மதுரையைச் சேர்ந்த புண்ணியமூர்த்தி, இளைஞர் அணி உள்ளிட்ட அனைத்து அணிகளின் நிர்வாகிகள், உறுப்பினர்கள், பகுதி, வட்டக் செயலாளர்கள், நிர்வாகிகள், தொண்டர்கள், முத்தமிழறிஞர் கலைஞரின் உயிரினும் மேலான அன்பு உடன்பிறப்புகள் அனைவரும் இதில் கலந்து கொண்டனர்.: [1398, 1868, 1665, 2097]
paragraph: யாருக்கும் தெரிந்திருக்கக் கூடத் தெரிந்திருக்காது. அதைப் பொய்யாகப் பரப்பி ஒட்டுமொத்த இந்தியாவுமே அதைப் பற்றி பேசி, இப்போது என் மீது வழக்கு போட்டு இருக்கிறார்கள். அண்ணன் சேகர்பாபு மீதும் வழக்கு போட்டுக் கொடுக்கிறார்கள். நானாவது பேசினேன். அண்ணன் சேகர்பாபு அவர்கள் வேடிக்கைதான் பார்த்தார். நீதிமன்றத்தில் வந்து மன்னிப்பு கேட்க வேண்டும் என்றெல்லாம் சொல்கிறார்கள். நான் சொன்னேன், மன்னிப்பெல்லாம் கேட்க முடியாது. பேசியது பேசியதுதான். நான் சொன்ன கொள்கையில், உறுதியோடு இருப்பேன்.: [1121, 1668, 1388, 1983]
paragraph: அதிலே இளைஞர் அணிக்கு மூன்று பணிகள். தமிழ்நாட்டில் இருக்கக்கூடிய அனைத்து சட்டமன்ற தொகுதிகளிலும் இளைஞர் அணியின் சார்பாக, கலைஞர் நூலகம் அமைக்கக்கூடிய பணி, அடுத்து தமிழ்நாட்டில் இருக்கக்கூடிய அனைத்து மாவட்டங்களிலும் மாரத்தான் போட்டிகள் நடத்த வேண்டும். தமிழ்நாடு முழுவதும் இருக்கக் கூடிய சிறந்த 100 இளம் பேச்சாளர்களைக் கண்டறிந்து கண்டறிய வேண்டும். இந்த மூன்று பணிகளை இளைஞர் அணிக்குக் கொடுத்திருக்கிறார்கள்.: [4, 1871, 270, 2122]
paragraph: அதேபோல் நம் கலைஞரின் பல சிலைகளைப் பார்த்தால், கலைஞர் உட்கார்ந்து முரசொலிக்கு உடன்பிறப்பு கடிதம் எழுதுகின்ற மாதிரிதான் இருக்கும். இன்னும் சொல்லப் போனால், கலைஞருக்கு இன்னொரு அடையாளம் என்னவென்றால் பேனா.: [561, 1216, 827, 1360]
paragraph: தந்தை பெரியார் அவர்கள் 1929-ஆம் ஆண்டு செங்கல்பட்டின் சுயமரியாதை மாநாட்டுத் தீர்மானங்கள் வரலாற்று புகழ் பெற்றவை. பெண்களுக்கு குடும்பச் சொத்தில் உரிமை தரப்பட வேண்டும் என்று அந்த மாநாட்டில்தான் தந்தை பெரியார் அவர்கள் ஒரு மிகச்சிறந்த ஒரு முக்கியமான தீர்மானத்தை நிறைவேற்றினார்கள்.: [281, 1487, 548, 1652]
paragraph: எனவேதான் நம்மைப் பார்த்துப் பழமைவாதிகளும், சங்கிகளும் எப்பொழுதுமே நம்மீது கோபம் ஏற்படுகின்றது. பேரறிஞர் அண்ணாவின் சிலைகளைப் பார்த்தீர்கள் என்றால், நிறைய சிலைகள் படிப்பது போல்தான் இருக்கும்.: [561, 1036, 827, 1158]
subheading: தந்தை பெரியாரின் கொள்கை வாரிசுகள்: [1124, 2145, 1385, 2163]
